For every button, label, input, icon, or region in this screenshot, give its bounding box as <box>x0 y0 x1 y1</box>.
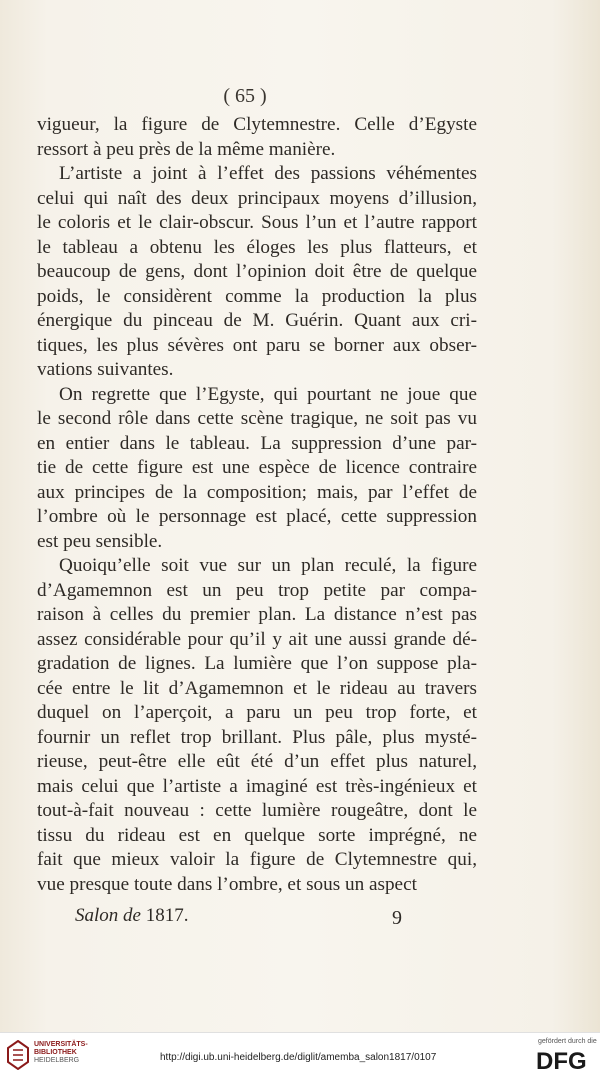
institution-line-2: BIBLIOTHEK <box>34 1049 77 1056</box>
salon-year: 1817. <box>145 905 189 926</box>
permalink-url[interactable]: http://digi.ub.uni-heidelberg.de/diglit/amemba_salon1817/0107 <box>160 1052 437 1063</box>
text-line: le tableau a obtenu les éloges les plus flatteurs, et <box>37 236 477 258</box>
text-line: vue presque toute dans l’ombre, et sous un aspect <box>37 873 417 895</box>
text-line: vations suivantes. <box>37 359 174 380</box>
text-line: tout-à-fait nouveau : cette lumière rougeâtre, dont le <box>37 800 477 821</box>
body-text <box>37 113 477 897</box>
text-line: duquel on l’aperçoit, a paru un peu trop forte, et <box>37 702 477 723</box>
institution-name[interactable] <box>34 1041 88 1065</box>
salon-label: Salon de <box>75 905 141 926</box>
dfg-logo[interactable]: DFG <box>536 1048 587 1075</box>
text-line: le second rôle dans cette scène tragique, ne soit pas vu <box>37 408 477 429</box>
university-seal-icon[interactable] <box>6 1040 30 1070</box>
text-line: L’artiste a joint à l’effet des passions véhémentes <box>59 163 477 184</box>
text-line: l’ombre où le personnage est placé, cette suppression <box>37 506 477 527</box>
text-line: est peu sensible. <box>37 530 163 552</box>
text-line: aux principes de la composition; mais, par l’effet de <box>37 481 477 503</box>
text-line: On regrette que l’Egyste, qui pourtant ne joue que <box>59 383 477 405</box>
text-line: raison à celles du premier plan. La distance n’est pas <box>37 604 477 625</box>
funding-label: gefördert durch die <box>538 1038 597 1045</box>
text-line: rieuse, peut-être elle eût été d’un effet plus naturel, <box>37 751 477 772</box>
text-line: mais celui que l’artiste a imaginé est très-ingénieux et <box>37 775 477 797</box>
text-line: celui qui naît des deux principaux moyens d’illusion, <box>37 187 477 209</box>
institution-line-1: UNIVERSITÄTS- <box>34 1041 88 1048</box>
text-line: cée entre le lit d’Agamemnon et le rideau au travers <box>37 677 477 699</box>
text-line: vigueur, la figure de Clytemnestre. Celle d’Egyste <box>37 114 477 135</box>
text-line: ressort à peu près de la même manière. <box>37 138 336 160</box>
text-line: le coloris et le clair-obscur. Sous l’un et l’autre rapport <box>37 212 477 233</box>
text-line: gradation de lignes. La lumière que l’on suppose pla- <box>37 653 477 674</box>
text-line: beaucoup de gens, dont l’opinion doit être de quelque <box>37 261 477 282</box>
text-line: tiques, les plus sévères ont paru se borner aux obser- <box>37 334 477 356</box>
text-line: en entier dans le tableau. La suppression d’une par- <box>37 432 477 454</box>
text-line: tie de cette figure est une espèce de licence contraire <box>37 457 477 478</box>
page-number: ( 65 ) <box>223 85 267 107</box>
text-line: assez considérable pour qu’il y ait une aussi grande dé- <box>37 628 477 650</box>
text-line: d’Agamemnon est un peu trop petite par compa- <box>37 579 477 601</box>
text-line: énergique du pinceau de M. Guérin. Quant aux cri- <box>37 310 477 331</box>
text-line: fait que mieux valoir la figure de Clytemnestre qui, <box>37 849 477 870</box>
text-line: fournir un reflet trop brillant. Plus pâle, plus mysté- <box>37 726 477 748</box>
gathering-signature: 9 <box>392 907 402 929</box>
text-line: poids, le considèrent comme la production la plus <box>37 285 477 307</box>
text-line: tissu du rideau est en quelque sorte imprégné, ne <box>37 824 477 846</box>
signature-line <box>75 905 188 927</box>
institution-line-3: HEIDELBERG <box>34 1057 80 1064</box>
text-line: Quoiqu’elle soit vue sur un plan reculé, la figure <box>59 555 477 576</box>
